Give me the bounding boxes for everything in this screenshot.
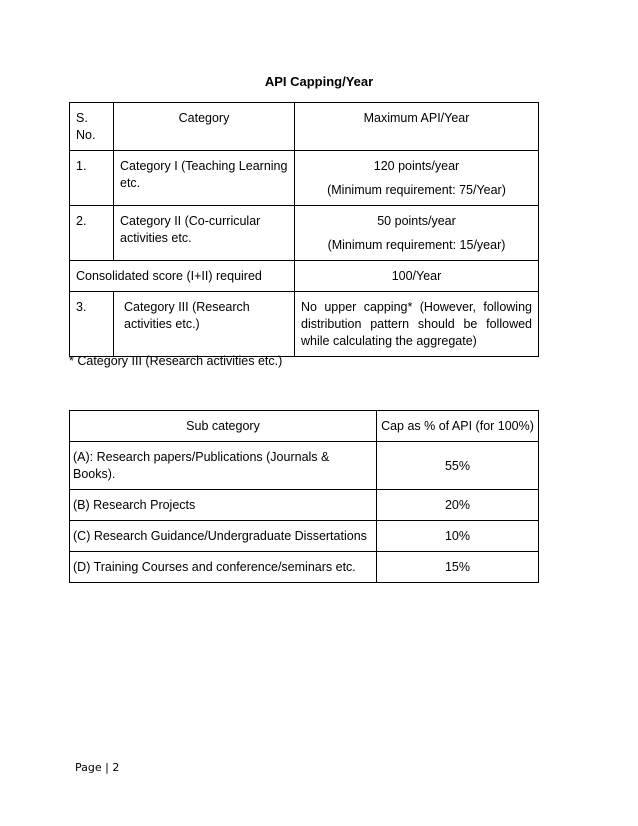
- consolidated-row: [70, 261, 539, 292]
- row-category: Category II (Co-curricular activities etc.: [114, 206, 295, 261]
- cap-cell: 10%: [377, 521, 539, 552]
- cap-cell: 55%: [377, 442, 539, 490]
- header-max-api: Maximum API/Year: [295, 103, 539, 151]
- table-row: [70, 292, 539, 357]
- table-header-row: [70, 411, 539, 442]
- max-points: 50 points/year: [377, 214, 456, 228]
- sub-category-table: [69, 410, 539, 583]
- header-cap: Cap as % of API (for 100%): [377, 411, 539, 442]
- sub-category-cell: (A): Research papers/Publications (Journals & Books).: [70, 442, 377, 490]
- sub-category-cell: (C) Research Guidance/Undergraduate Dissertations: [70, 521, 377, 552]
- row-sno: 3.: [70, 292, 114, 357]
- consolidated-label: Consolidated score (I+II) required: [70, 261, 295, 292]
- row-sno: 2.: [70, 206, 114, 261]
- sub-category-cell: (B) Research Projects: [70, 490, 377, 521]
- row-sno: 1.: [70, 151, 114, 206]
- page-title: API Capping/Year: [264, 74, 374, 89]
- cap-cell: 15%: [377, 552, 539, 583]
- row-max-api: [295, 151, 539, 206]
- header-category: Category: [114, 103, 295, 151]
- table-row: [70, 552, 539, 583]
- table-row: [70, 151, 539, 206]
- sub-category-cell: (D) Training Courses and conference/seminars etc.: [70, 552, 377, 583]
- table-header-row: [70, 103, 539, 151]
- api-capping-table: [69, 102, 539, 357]
- header-sub-category: Sub category: [70, 411, 377, 442]
- table-row: [70, 490, 539, 521]
- max-points: 120 points/year: [373, 159, 460, 173]
- row-category: Category III (Research activities etc.): [114, 292, 295, 357]
- footnote: * Category III (Research activities etc.): [69, 354, 283, 368]
- table-row: [70, 442, 539, 490]
- table-row: [70, 206, 539, 261]
- min-requirement: (Minimum requirement: 75/Year): [327, 183, 506, 197]
- table-row: [70, 521, 539, 552]
- page-number: Page | 2: [75, 761, 120, 774]
- row-max-api: No upper capping* (However, following distribution pattern should be followed while calculating the aggregate): [295, 292, 539, 357]
- row-category: Category I (Teaching Learning etc.: [114, 151, 295, 206]
- min-requirement: (Minimum requirement: 15/year): [327, 238, 506, 252]
- cap-cell: 20%: [377, 490, 539, 521]
- consolidated-value: 100/Year: [295, 261, 539, 292]
- row-max-api: [295, 206, 539, 261]
- header-sno: S. No.: [70, 103, 114, 151]
